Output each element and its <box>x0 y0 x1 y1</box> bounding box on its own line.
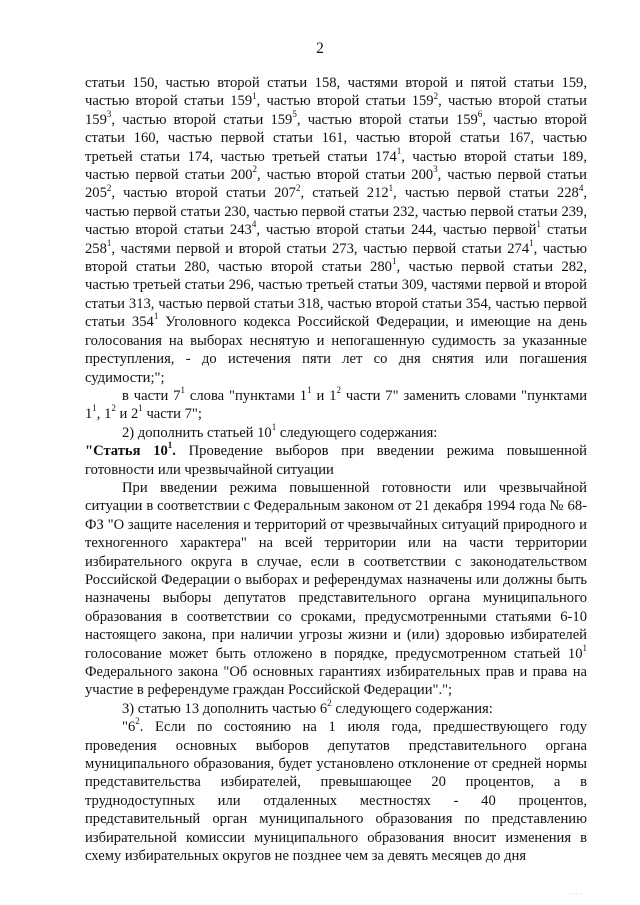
paragraph-article-10-1-text: При введении режима повышенной готовности или чрезвычайной ситуации в соответствии с Федеральным законом от 21 декабря 1994 года № 68-ФЗ "О защите населения и территорий от чрезвычайных ситуаций природного и техногенного характера" на всей территории или на части территории избирательного округа в случае, если в соответствии с законодательством Российской Федерации о выборах и референдумах назначены или должны быть назначены выборы депутатов представительного органа муниципального образования в соответствии со сроками, предусмотренными статьями 6-10 настоящего закона, при наличии угрозы жизни и (или) здоровью избирателей голосование может быть отложено в порядке, предусмотренном статьей $10^1$ Федерального закона "Об основных гарантиях избирательных прав и права на участие в референдуме граждан Российской Федерации"."; <box>85 479 587 699</box>
paragraph-part-6-2-text: "$6^2$. Если по состоянию на 1 июля года, предшествующего году проведения основных выборов депутатов представительного органа муниципального образования, будет установлено отклонение от средней нормы представительства избирателей, превышающее 20 процентов, а в труднодоступных или отдаленных местностях - 40 процентов, представительный орган муниципального образования по представлению избирательной комиссии муниципального образования вносит изменения в схему избирательных округов не позднее чем за девять месяцев до дня <box>85 716 587 865</box>
paragraph-amend-part-7-1: в части $7^1$ слова "пунктами $1^1$ и $1^2$ части 7" заменить словами "пунктами $1^1$, $1^2$ и $2^1$ части 7"; <box>85 385 588 423</box>
paragraph-add-part-6-2: 3) статью 13 дополнить частью $6^2$ следующего содержания: <box>122 697 493 717</box>
paragraph-article-list: статьи 150, частью второй статьи 158, частями второй и пятой статьи 159, частью второй статьи $159^1$, частью второй статьи $159^2$, частью второй статьи $159^3$, частью второй статьи $159^5$, частью второй статьи $159^6$, частью второй статьи 160, частью первой статьи 161, частью второй статьи 167, частью третьей статьи 174, частью третьей статьи $174^1$, частью второй статьи 189, частью первой статьи $200^2$, частью второй статьи $200^3$, частью первой статьи $205^2$, частью второй статьи $207^2$, статьей $212^1$, частью первой статьи $228^4$, частью первой статьи 230, частью первой статьи 232, частью первой статьи 239, частью второй статьи $243^4$, частью второй статьи 244, частью первой$^1$ статьи $258^1$, частями первой и второй статьи 273, частью первой статьи $274^1$, частью второй статьи 280, частью второй статьи $280^1$, частью первой статьи 282, частью третьей статьи 296, частью третьей статьи 309, частями первой и второй статьи 313, частью первой статьи 318, частью второй статьи 354, частью первой статьи $354^1$ Уголовного кодекса Российской Федерации, и имеющие на день голосования на выборах неснятую и непогашенную судимость за указанные преступления, - до истечения пяти лет со дня снятия или погашения судимости;"; <box>85 75 588 386</box>
paragraph-add-article-10-1: 2) дополнить статьей $10^1$ следующего содержания: <box>122 421 438 441</box>
article-10-1-heading: "Статья $10^1$. Проведение выборов при введении режима повышенной готовности или чрезвычайной ситуации <box>85 440 587 478</box>
page-number: 2 <box>316 40 324 57</box>
scan-artifact: · · · · <box>568 891 582 898</box>
document-body <box>85 74 587 865</box>
